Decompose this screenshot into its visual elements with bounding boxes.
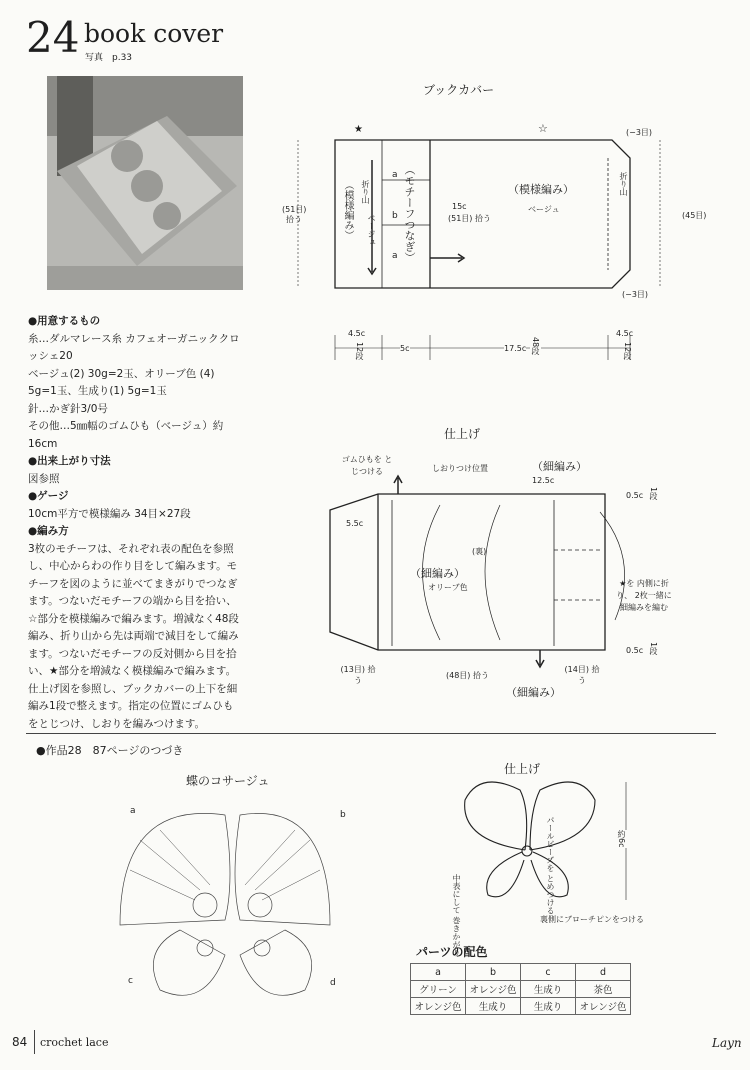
dim-right-rows: 12段 [623, 342, 632, 361]
dim-right-label: 4.5c [616, 329, 634, 338]
yarn-line: 糸…ダルマレース糸 カフェオーガニッククロッシェ20 [28, 332, 240, 362]
table-cell: 生成り [521, 981, 576, 998]
table-cell: グリーン [411, 981, 466, 998]
parts-table-title: パーツの配色 [416, 945, 488, 959]
dim-mid-rows: 48段 [531, 337, 540, 356]
method-text: 3枚のモチーフは、それぞれ表の配色を参照し、中心からわの作り目をして編みます。モチーフを図のように並べてまきがりでつなぎます。つないだモチーフの端から目を拾い、☆部分を模様編みで編みます。増減なく48段編み、折り山から先は両端で減目をして編みます。つないだモチーフの反対側から目を拾い、★部分を増減なく模様編みで編みます。仕上げ図を参照し、ブックカバーの上下を細編み1段で整えます。指定の位置にゴムひもをとじつけ、しおりを編みつけます。 [28, 542, 239, 730]
left-pick-label: (51目) [282, 205, 307, 214]
bottom-right-dim: 0.5c [626, 646, 644, 655]
corsage-label-c: c [128, 976, 133, 986]
finish-diagram-title: 仕上げ [444, 427, 481, 441]
publisher-logo: Layn [712, 1036, 742, 1050]
fold-left-label: 折り山 [361, 180, 370, 204]
size-heading: ●出来上がり寸法 [28, 455, 111, 467]
corsage-title: 蝶のコサージュ [186, 774, 270, 788]
fold-right-label: 折り山 [619, 172, 628, 196]
reverse-label: (裏) [472, 547, 487, 556]
parts-color-table [410, 963, 631, 1015]
table-cell: 茶色 [576, 981, 631, 998]
motif-a1-label: a [392, 170, 398, 180]
star-filled-marker: ★ [354, 124, 363, 135]
color-line: ベージュ(2) 30g=2玉、オリーブ色 (4) 5g=1玉、生成り(1) 5g=1玉 [28, 367, 215, 397]
dim-mid-label: 17.5c [504, 344, 527, 353]
page-number: 84 [12, 1035, 28, 1049]
dim-5c-label: 5c [400, 344, 410, 353]
cover-diagram-title: ブックカバー [423, 83, 495, 97]
header-a: a [411, 964, 466, 981]
table-cell: 生成り [466, 998, 521, 1015]
main-pattern-label: （模様編み） [508, 183, 574, 196]
motif-a2-label: a [392, 251, 398, 261]
brooch-note: 裏側にブローチピンをつける [540, 915, 644, 924]
continuation-heading: ●作品28 87ページのつづき [36, 744, 184, 757]
top-decrease-label: (−3目) [626, 128, 653, 137]
bottom-right-rows: 1段 [649, 642, 658, 656]
dim-5-5-label: 5.5c [346, 519, 364, 528]
table-cell: オレンジ色 [576, 998, 631, 1015]
sc-top-label: （細編み） [532, 460, 587, 473]
bottom-decrease-label: (−3目) [622, 290, 649, 299]
other-line: その他…5㎜幅のゴムひも（ベージュ）約16cm [28, 420, 224, 450]
sc-bottom-label: （細編み） [506, 686, 561, 699]
left-pattern-color: ベージュ [367, 214, 376, 246]
pick-14-label: (14目) 拾う [564, 665, 600, 685]
sc-left-label: （細編み） [410, 567, 465, 580]
header-b: b [466, 964, 521, 981]
left-pattern-label: （模様編み） [342, 180, 353, 240]
corsage-label-b: b [340, 810, 346, 820]
photo-reference: 写真 p.33 [85, 53, 133, 63]
center-wrap-note: 中表にして 巻きかがり [452, 874, 461, 957]
pattern-title: book cover [84, 19, 224, 48]
motif-b-label: b [392, 211, 398, 221]
table-cell: オレンジ色 [466, 981, 521, 998]
olive-color-label: オリーブ色 [428, 583, 468, 592]
table-cell: 生成り [521, 998, 576, 1015]
star-open-marker: ☆ [538, 122, 548, 135]
footer-divider [34, 1030, 35, 1054]
fold-note: ★を 内側に折り、 2枚一緒に 細編みを編む [616, 579, 672, 612]
pick-13-label: (13目) 拾う [340, 665, 376, 685]
header-c: c [521, 964, 576, 981]
table-row [411, 981, 631, 998]
top-right-rows: 1段 [649, 487, 658, 501]
size-text: 図参照 [28, 472, 60, 485]
corsage-label-d: d [330, 978, 336, 988]
top-right-dim: 0.5c [626, 491, 644, 500]
needle-line: 針…かぎ針3/0号 [28, 402, 108, 415]
pearl-note: パールビーズを とめつける [546, 816, 555, 915]
butterfly-size: 約6c [617, 830, 626, 848]
table-cell: オレンジ色 [411, 998, 466, 1015]
header-d: d [576, 964, 631, 981]
main-pattern-color: ベージュ [528, 205, 560, 214]
materials-heading: ●用意するもの [28, 315, 101, 327]
corsage-label-a: a [130, 806, 136, 816]
pick-15c-label: 15c [452, 202, 467, 211]
book-title: crochet lace [40, 1036, 109, 1049]
bookmark-position: しおりつけ位置 [432, 464, 488, 473]
pick-51-label: (51目) 拾う [448, 214, 491, 223]
method-heading: ●編み方 [28, 525, 69, 537]
dim-left-rows: 12段 [355, 342, 364, 361]
butterfly-finish-title: 仕上げ [504, 762, 541, 776]
dim-12-5-label: 12.5c [532, 476, 555, 485]
pick-48-label: (48目) 拾う [446, 671, 489, 680]
dim-left-label: 4.5c [348, 329, 366, 338]
gauge-text: 10cm平方で模様編み 34目×27段 [28, 507, 191, 520]
pattern-number: 24 [26, 13, 80, 62]
table-header-row [411, 964, 631, 981]
gauge-heading: ●ゲージ [28, 490, 69, 502]
elastic-note: ゴムひもを とじつける [341, 455, 393, 476]
motif-join-label: （モチーフつなぎ） [403, 164, 416, 263]
table-row [411, 998, 631, 1015]
right-rows-label: (45目) [682, 211, 707, 220]
left-pick-label-2: 拾う [286, 215, 302, 224]
